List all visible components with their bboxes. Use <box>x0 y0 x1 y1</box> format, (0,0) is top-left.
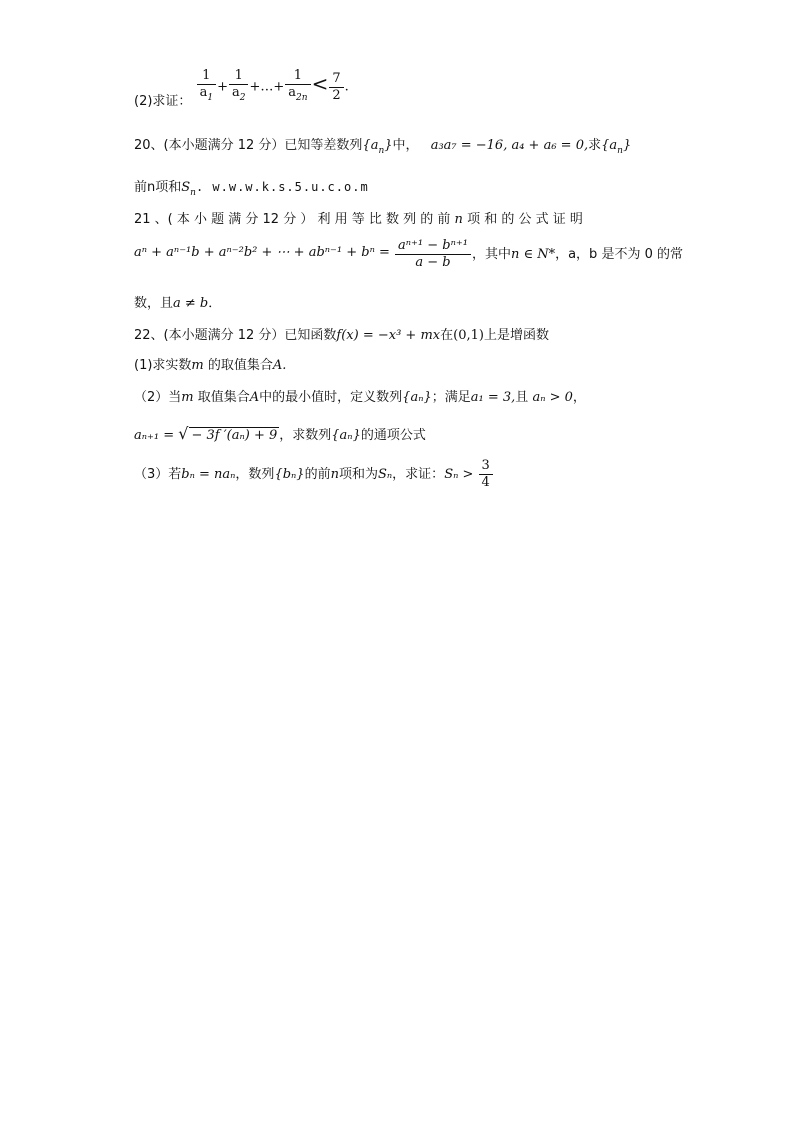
q21-line2: aⁿ + aⁿ⁻¹b + aⁿ⁻²b² + ⋯ + abⁿ⁻¹ + bⁿ = $\frac{\text{aⁿ⁺¹ − bⁿ⁺¹}}{a - b}$ ，其中n ∈ N*，a，b 是不为 0 的常 <box>134 238 683 270</box>
q20-line1: 20、(本小题满分 12 分）已知等差数列$\{a_n\}$中， a₃a₇ = −16, a₄ + a₆ = 0,求$\{a_n\}$ <box>134 138 632 156</box>
q20-condition: a₃a₇ = −16, a₄ + a₆ = 0, <box>430 138 589 153</box>
q22-part3: （3）若bₙ = naₙ，数列{bₙ}的前n项和为Sₙ，求证：Sₙ > $\frac{3}{4}$ <box>134 458 494 491</box>
q21-formula-fraction: $\frac{\text{aⁿ⁺¹ − bⁿ⁺¹}}{a - b}$ <box>395 238 471 271</box>
sqrt-sign-icon: √ <box>178 424 189 443</box>
q22-part1: (1)求实数m 的取值集合A. <box>134 358 287 373</box>
fraction-7-over-2: $\frac{7}{2}$ <box>329 71 343 104</box>
watermark-text: . w.w.w.k.s.5.u.c.o.m <box>195 180 369 194</box>
q22-heading: 22、(本小题满分 12 分）已知函数 <box>134 328 337 343</box>
q22-part2-line2: aₙ₊₁ = √ − 3f ′(aₙ) + 9 ，求数列{aₙ}的通项公式 <box>134 424 426 443</box>
q19-part2-line: (2)求证： $\frac{1}{a_1}$ + $\frac{1}{a_2}$ +…+ $\frac{1}{a_{2n}}$ < $\frac{7}{2}$ . <box>134 68 349 109</box>
q22-line1: 22、(本小题满分 12 分）已知函数f(x) = −x³ + mx在(0,1)上是增函数 <box>134 328 549 343</box>
q21-line1: 21 、( 本 小 题 满 分 12 分 ） 利 用 等 比 数 列 的 前 n 项 和 的 公 式 证 明 <box>134 212 583 227</box>
q21-heading: 21 、( 本 小 题 满 分 12 分 ） 利 用 等 比 数 列 的 前 <box>134 212 451 227</box>
q22-part2-line1: （2）当m 取值集合A中的最小值时，定义数列{aₙ}；满足a₁ = 3,且 aₙ > 0， <box>134 390 586 405</box>
q20-heading: 20、(本小题满分 12 分）已知等差数列 <box>134 138 363 153</box>
q21-formula-lhs: aⁿ + aⁿ⁻¹b + aⁿ⁻²b² + ⋯ + abⁿ⁻¹ + bⁿ = <box>134 245 390 260</box>
q19-part2-label: (2)求证： <box>134 93 192 109</box>
fraction-1-over-a2: $\frac{1}{a_2}$ <box>229 68 249 106</box>
q20-line2: 前n项和$S_n$. w.w.w.k.s.5.u.c.o.m <box>134 180 369 198</box>
q21-line3: 数，且a ≠ b． <box>134 296 222 311</box>
fraction-3-over-4: $\frac{3}{4}$ <box>479 458 493 491</box>
fraction-1-over-a1: $\frac{1}{a_1}$ <box>197 68 217 106</box>
fraction-1-over-a2n: $\frac{1}{a_{2n}}$ <box>285 68 310 106</box>
